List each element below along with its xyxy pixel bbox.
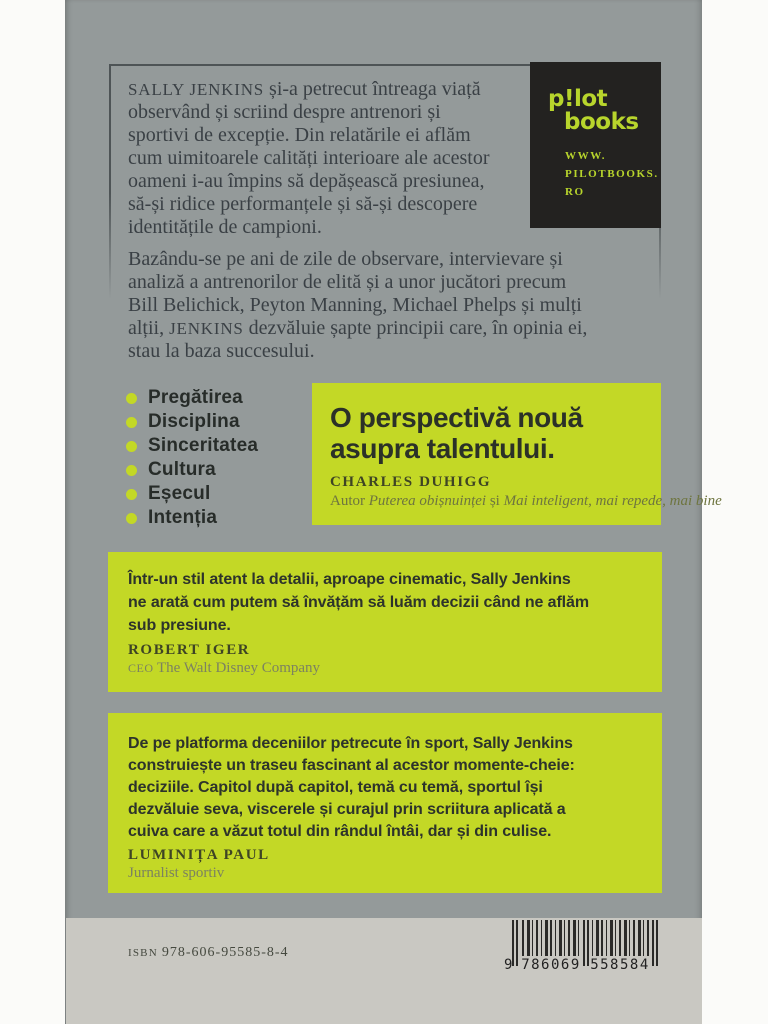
principle-label: Cultura: [148, 459, 216, 480]
text-line: [128, 317, 587, 340]
quote-author-credit: [330, 493, 722, 510]
list-item: [126, 482, 258, 506]
quote-headline-line: asupra talentului.: [330, 433, 555, 464]
quote-author-role: [128, 660, 662, 677]
frame-border-left: [109, 64, 111, 299]
quote-iger: [108, 552, 662, 692]
principle-label: Pregătirea: [148, 387, 243, 408]
text-line: Bazându-se pe ani de zile de observare, intervievare și: [128, 248, 563, 270]
bullet-icon: [126, 393, 137, 404]
publisher-logo-line1: p!lot: [548, 86, 608, 112]
intro-paragraph-2: [128, 248, 587, 363]
quote-author: ROBERT IGER: [128, 642, 251, 658]
quote-line: De pe platforma deceniilor petrecute în sport, Sally Jenkins: [128, 735, 573, 752]
text-line: Bill Belichick, Peyton Manning, Michael Phelps și mulți: [128, 294, 582, 316]
publisher-logo-line2: books: [564, 109, 639, 135]
book-title: Puterea obișnuinței: [368, 493, 487, 509]
text-line: să-și ridice performanțele și să-și descopere: [128, 193, 478, 215]
principle-label: Intenția: [148, 507, 218, 528]
barcode: [504, 918, 664, 972]
principle-label: Disciplina: [148, 411, 240, 432]
quote-paul: [108, 713, 662, 893]
quote-author: CHARLES DUHIGG: [330, 474, 492, 490]
barcode-digit-group: 786069: [521, 957, 581, 972]
intro-paragraph-1: [128, 78, 489, 239]
isbn-number: 978-606-95585-8-4: [161, 945, 289, 960]
publisher-website: [565, 147, 661, 201]
list-item: [126, 458, 258, 482]
text-line: [128, 78, 489, 101]
text-line: analiză a antrenorilor de elită și a unor jucători precum: [128, 271, 567, 293]
quote-headline-line: O perspectivă nouă: [330, 402, 583, 433]
quote-line: sub presiune.: [128, 617, 231, 634]
principle-label: Sinceritatea: [148, 435, 259, 456]
author-name-smallcaps: SALLY JENKINS: [128, 80, 265, 99]
quote-line: ne arată cum putem să învățăm să luăm decizii când ne aflăm: [128, 594, 589, 611]
book-title: Mai inteligent, mai repede, mai bine: [503, 493, 722, 509]
text-line: identitățile de campioni.: [128, 216, 322, 238]
quote-line: Într-un stil atent la detalii, aproape cinematic, Sally Jenkins: [128, 571, 571, 588]
quote-author: LUMINIȚA PAUL: [128, 847, 270, 863]
barcode-digit-group: 558584: [590, 957, 650, 972]
quote-line: cuiva care a văzut totul din rândul întâi, dar și din culise.: [128, 823, 552, 840]
isbn-label: ISBN: [128, 947, 158, 959]
principle-label: Eșecul: [148, 483, 211, 504]
author-name-smallcaps: JENKINS: [169, 319, 244, 338]
quote-line: construiește un traseu fascinant al acestor momente-cheie:: [128, 757, 575, 774]
principles-list: [126, 386, 258, 530]
list-item: [126, 506, 258, 530]
quote-duhigg: [312, 383, 722, 525]
list-item: [126, 434, 258, 458]
text-line: sportivi de excepție. Din relatările ei aflăm: [128, 124, 471, 146]
list-item: [126, 410, 258, 434]
role-text: The Walt Disney Company: [153, 660, 321, 676]
quote-line: dezvăluie seva, viscerele și curajul prin scriitura aplicată a: [128, 801, 566, 818]
credit-conjunction: și: [486, 493, 504, 509]
bullet-icon: [126, 489, 137, 500]
bullet-icon: [126, 417, 137, 428]
credit-prefix: Autor: [330, 493, 369, 509]
text-line: cum uimitoarele calități interioare ale acestor: [128, 147, 490, 169]
quote-author-role: Jurnalist sportiv: [128, 865, 225, 881]
publisher-logo-box: [530, 62, 661, 228]
website-line: WWW.: [565, 150, 607, 162]
bullet-icon: [126, 465, 137, 476]
website-line: RO: [565, 186, 585, 198]
role-abbreviation: CEO: [128, 661, 154, 675]
website-line: PILOTBOOKS.: [565, 168, 659, 180]
text-segment: dezvăluie șapte principii care, în opinia ei,: [243, 317, 588, 339]
text-line: oameni i-au împins să depășească presiunea,: [128, 170, 485, 192]
text-segment: și-a petrecut întreaga viață: [264, 78, 481, 100]
isbn-text: [128, 943, 289, 961]
bullet-icon: [126, 513, 137, 524]
quote-line: deciziile. Capitol după capitol, temă cu temă, sportul își: [128, 779, 543, 796]
text-segment: alții,: [128, 317, 170, 339]
barcode-digit-group: 9: [504, 957, 514, 972]
text-line: stau la baza succesului.: [128, 340, 315, 362]
text-line: observând și scriind despre antrenori și: [128, 101, 441, 123]
bullet-icon: [126, 441, 137, 452]
list-item: [126, 386, 258, 410]
